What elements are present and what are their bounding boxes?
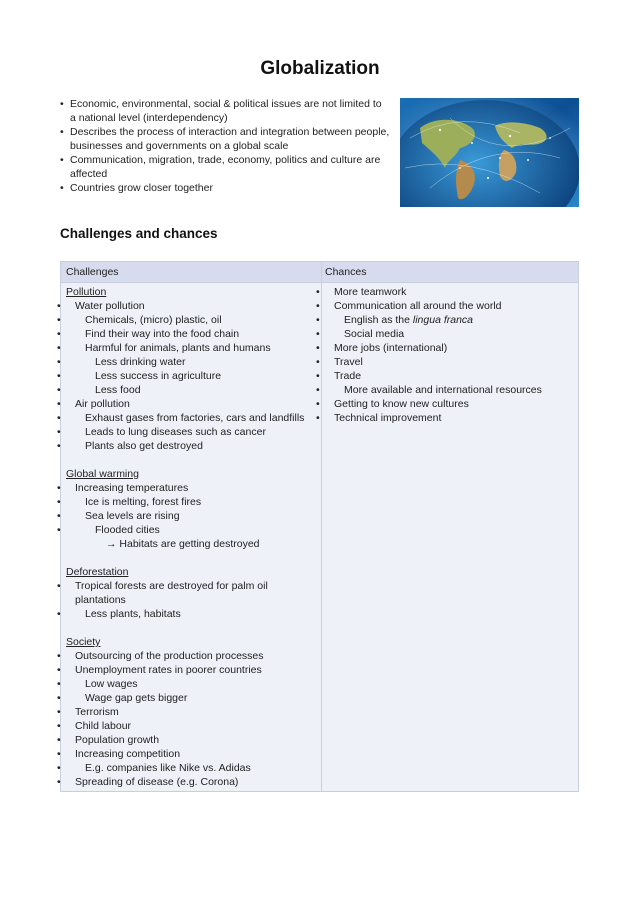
list-item: • Tropical forests are destroyed for palm oil plantations xyxy=(66,579,285,607)
list-item: • Less success in agriculture xyxy=(66,369,316,383)
list-item: • Less plants, habitats xyxy=(66,607,316,621)
list-item: • Terrorism xyxy=(66,705,316,719)
list-item: • English as the lingua franca xyxy=(325,313,575,327)
list-item: • Wage gap gets bigger xyxy=(66,691,316,705)
intro-list xyxy=(60,97,390,195)
list-item: • Harmful for animals, plants and humans xyxy=(66,341,316,355)
list-item: • Outsourcing of the production processes xyxy=(66,649,316,663)
list-item: • Less food xyxy=(66,383,316,397)
list-item: • Chemicals, (micro) plastic, oil xyxy=(66,313,316,327)
intro-item: • Describes the process of interaction and integration between people, businesses and governments on a global scale xyxy=(60,125,390,153)
arrow-item: → Habitats are getting destroyed xyxy=(106,538,260,550)
list-item: • Air pollution xyxy=(66,397,316,411)
list-item: • Social media xyxy=(325,327,575,341)
section-heading: Challenges and chances xyxy=(60,226,218,241)
list-item: • Population growth xyxy=(66,733,316,747)
challenges-column xyxy=(66,285,316,789)
category-deforestation: Deforestation xyxy=(66,566,129,578)
list-item: • Spreading of disease (e.g. Corona) xyxy=(66,775,316,789)
list-item: • Technical improvement xyxy=(325,411,575,425)
column-divider xyxy=(321,262,322,791)
list-item: • Increasing competition xyxy=(66,747,316,761)
list-item: • Child labour xyxy=(66,719,316,733)
header-chances: Chances xyxy=(325,266,367,278)
category-global-warming: Global warming xyxy=(66,468,139,480)
intro-item: • Countries grow closer together xyxy=(60,181,390,195)
chances-column xyxy=(325,285,575,425)
list-item: • More jobs (international) xyxy=(325,341,575,355)
list-item: • E.g. companies like Nike vs. Adidas xyxy=(66,761,316,775)
list-item: • Communication all around the world xyxy=(325,299,575,313)
list-item: • Less drinking water xyxy=(66,355,316,369)
list-item: • Sea levels are rising xyxy=(66,509,316,523)
category-pollution: Pollution xyxy=(66,286,107,298)
list-item: • Flooded cities xyxy=(66,523,316,537)
table-header xyxy=(61,262,578,283)
intro-item: • Economic, environmental, social & political issues are not limited to a national level (interdependency) xyxy=(60,97,390,125)
list-item: • Getting to know new cultures xyxy=(325,397,575,411)
list-item: • Trade xyxy=(325,369,575,383)
challenges-chances-table xyxy=(60,261,579,792)
list-item: • Find their way into the food chain xyxy=(66,327,316,341)
list-item: • Increasing temperatures xyxy=(66,481,316,495)
globe-image xyxy=(400,98,579,207)
list-item: • Travel xyxy=(325,355,575,369)
list-item: • Unemployment rates in poorer countries xyxy=(66,663,316,677)
list-item: • Ice is melting, forest fires xyxy=(66,495,316,509)
page-title: Globalization xyxy=(260,58,380,79)
intro-item: • Communication, migration, trade, economy, politics and culture are affected xyxy=(60,153,390,181)
list-item: • More teamwork xyxy=(325,285,575,299)
list-item: • Water pollution xyxy=(66,299,316,313)
list-item: • Low wages xyxy=(66,677,316,691)
list-item: • More available and international resources xyxy=(325,383,575,397)
header-challenges: Challenges xyxy=(66,266,119,278)
list-item: • Leads to lung diseases such as cancer xyxy=(66,425,316,439)
list-item: • Exhaust gases from factories, cars and landfills xyxy=(66,411,316,425)
list-item: • Plants also get destroyed xyxy=(66,439,316,453)
category-society: Society xyxy=(66,636,101,648)
